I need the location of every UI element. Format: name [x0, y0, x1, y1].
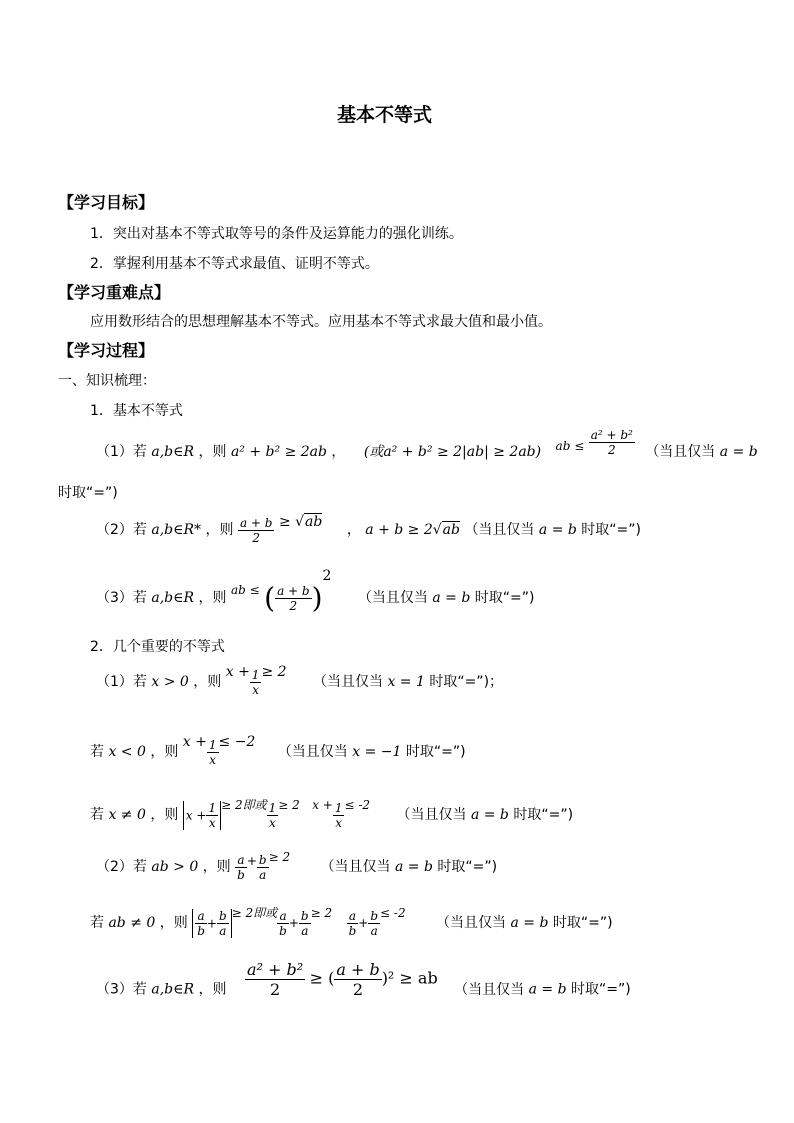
ineq-2-eq-prefix: （当且仅当	[277, 744, 348, 760]
ineq-5-frac4-num: b	[300, 908, 309, 923]
ineq-4-frac1-num: a	[235, 853, 247, 868]
ineq-6-frac1-num: a² + b²	[246, 960, 304, 979]
ineq-5-frac-ba	[217, 909, 229, 938]
part-heading-knowledge: 一、知识梳理：	[58, 373, 156, 389]
ineq-4-eq-end: 时取“=”)	[437, 859, 498, 875]
ineq-6-condition: a,b∈R	[151, 981, 195, 998]
rule-3-fraction	[275, 584, 312, 613]
rule-1-comma: ，	[331, 444, 346, 460]
ineq-4-eq-cond: a = b	[395, 859, 433, 875]
ineq-1-x-plus: x +	[225, 664, 250, 680]
ineq-3-fracc-den: x	[335, 815, 343, 830]
ineq-1-line	[96, 664, 503, 697]
ineq-5-frac6-den: a	[370, 923, 378, 938]
ineq-3-eq-cond: a = b	[470, 807, 509, 823]
subheading-important-inequalities: 2．几个重要的不等式	[90, 639, 225, 655]
rule-1-frac-num: a² + b²	[590, 428, 633, 442]
ineq-4-plus: +	[246, 854, 257, 868]
ineq-3-eq-end: 时取“=”)	[513, 807, 574, 823]
ineq-2-rel: ≤ −2	[218, 734, 256, 750]
ineq-4-then: ，则	[202, 859, 231, 875]
rule-1-expr: a² + b² ≥ 2ab	[230, 444, 327, 460]
ineq-5-frac4-den: a	[301, 923, 309, 938]
ineq-5-frac-ba-2	[299, 909, 311, 938]
ineq-5-frac6-num: b	[370, 908, 379, 923]
rule-3-eq-cond: a = b	[432, 590, 471, 606]
rule-3-exp: 2	[322, 568, 332, 584]
ineq-1-frac-den: x	[252, 682, 259, 697]
rule-3-rparen: )	[311, 581, 323, 615]
ineq-6-ge: ≥ (	[309, 968, 335, 988]
ineq-6-prefix: （3）若	[96, 981, 147, 998]
ineq-2-fraction	[207, 738, 219, 767]
ineq-2-condition: x < 0	[108, 744, 146, 760]
rule-2-then: ，则	[205, 522, 234, 538]
page-title: 基本不等式	[337, 104, 433, 126]
rule-1-eq-cond: a = b	[719, 444, 758, 460]
rule-3-then: ，则	[198, 590, 227, 606]
rule-2-fraction	[238, 516, 275, 545]
ineq-1-then: ，则	[193, 674, 222, 690]
ineq-3-eq-prefix: （当且仅当	[396, 807, 467, 823]
rule-3-ab-le: ab ≤	[230, 583, 260, 597]
ineq-3-condition: x ≠ 0	[108, 807, 146, 823]
rule-2-line	[96, 514, 641, 545]
ineq-2-then: ，则	[150, 744, 179, 760]
ineq-5-plus-2: +	[288, 916, 299, 930]
rule-1-condition: a,b∈R	[151, 444, 195, 460]
ineq-2-eq-cond: x = −1	[352, 744, 402, 760]
ineq-3-fracc-num: 1	[334, 800, 343, 815]
rule-2-sqrt2-ab: ab	[442, 522, 460, 538]
rule-2-frac-den: 2	[252, 530, 261, 545]
ineq-1-frac-num: 1	[251, 667, 260, 682]
rule-1-ab-le: ab ≤	[555, 439, 585, 453]
ineq-1-eq-cond: x = 1	[387, 674, 425, 690]
ineq-1-condition: x > 0	[151, 674, 189, 690]
rule-3-condition: a,b∈R	[151, 590, 195, 606]
ineq-5-frac3-num: a	[277, 909, 289, 924]
ineq-4-frac2-den: a	[259, 867, 267, 882]
rule-1-then: ，则	[198, 444, 227, 460]
ineq-5-plus-3: +	[358, 916, 369, 930]
ineq-4-frac2-num: b	[258, 852, 267, 867]
ineq-3-prefix: 若	[90, 807, 104, 823]
ineq-3-rel1: ≥ 2	[278, 798, 300, 812]
rule-2-ge: ≥	[278, 514, 291, 530]
ineq-1-prefix: （1）若	[96, 674, 147, 690]
ineq-2-frac-den: x	[209, 752, 217, 767]
ineq-5-line	[90, 904, 613, 938]
rule-2-eq-prefix: （当且仅当	[464, 522, 535, 538]
ineq-3-rel2: ≤ -2	[344, 798, 371, 812]
ineq-2-prefix: 若	[90, 744, 104, 760]
ineq-5-ge2-or: ≥ 2即或	[231, 906, 278, 920]
rule-1-prefix: （1）若	[96, 444, 147, 460]
ineq-5-frac1-num: a	[195, 909, 207, 924]
rule-2-frac-num: a + b	[239, 515, 273, 530]
ineq-4-frac-ba	[257, 853, 269, 882]
ineq-2-line	[90, 734, 466, 767]
keypoints-text: 应用数形结合的思想理解基本不等式。应用基本不等式求最大值和最小值。	[90, 314, 552, 330]
ineq-5-frac-ab-2	[277, 909, 289, 938]
ineq-1-fraction	[250, 668, 262, 697]
ineq-2-eq-end: 时取“=”)	[405, 744, 466, 760]
ineq-5-then: ，则	[159, 915, 188, 931]
ineq-3-fraction-b	[267, 801, 279, 830]
ineq-5-rel2: ≤ -2	[380, 906, 406, 920]
ineq-6-tail: )² ≥ ab	[381, 968, 438, 988]
ineq-3-fracb-den: x	[269, 815, 276, 830]
ineq-4-line	[96, 850, 497, 882]
ineq-5-frac-ab-3	[347, 909, 359, 938]
ineq-3-line	[90, 796, 573, 830]
rule-3-lparen: (	[264, 581, 276, 615]
ineq-5-eq-prefix: （当且仅当	[436, 915, 507, 931]
rule-2-comma: ，	[346, 522, 361, 538]
goal-item-2: 2．掌握利用基本不等式求最值、证明不等式。	[90, 256, 379, 272]
rule-2-eq-cond: a = b	[538, 522, 577, 538]
ineq-5-frac2-num: b	[218, 908, 227, 923]
ineq-3-frac-num: 1	[208, 800, 217, 815]
ineq-6-frac1	[245, 960, 305, 999]
rule-1-alt: (或a² + b² ≥ 2|ab| ≥ 2ab)	[363, 444, 542, 460]
rule-3-eq-prefix: （当且仅当	[357, 590, 428, 606]
rule-3-frac-den: 2	[289, 598, 298, 613]
ineq-6-frac2-num: a + b	[336, 960, 380, 979]
ineq-4-frac-ab	[235, 853, 247, 882]
ineq-5-eq-end: 时取“=”)	[552, 915, 613, 931]
ineq-3-ge2-or: ≥ 2即或	[221, 798, 267, 812]
ineq-5-frac-ab	[195, 909, 207, 938]
rule-2-sqrt-icon: √ab	[295, 514, 323, 530]
ineq-1-eq-end: 时取“=”)；	[429, 674, 504, 690]
rule-1-eq-prefix: （当且仅当	[645, 444, 716, 460]
ineq-1-eq-prefix: （当且仅当	[312, 674, 383, 690]
ineq-6-frac2-den: 2	[352, 980, 364, 999]
ineq-6-frac2	[334, 960, 381, 999]
ineq-3-abs	[183, 801, 221, 830]
ineq-6-eq-end: 时取“=”)	[571, 981, 631, 998]
section-heading-process: 【学习过程】	[58, 341, 155, 360]
ineq-3-frac-den: x	[208, 815, 216, 830]
ineq-5-plus: +	[206, 916, 217, 930]
rule-2-sqrt-ab: ab	[305, 514, 323, 530]
rule-1-line	[96, 428, 758, 461]
ineq-5-condition: ab ≠ 0	[108, 915, 156, 931]
ineq-6-line	[96, 960, 631, 999]
ineq-5-eq-cond: a = b	[510, 915, 549, 931]
ineq-6-eq-prefix: （当且仅当	[454, 981, 525, 998]
rule-3-prefix: （3）若	[96, 590, 147, 606]
ineq-4-prefix: （2）若	[96, 859, 147, 875]
rule-3-line	[96, 568, 534, 615]
ineq-6-then: ，则	[198, 981, 227, 998]
ineq-3-x-plus: x +	[185, 808, 207, 822]
ineq-6-eq-cond: a = b	[528, 981, 567, 998]
ineq-3-x-plus-2: x +	[312, 798, 333, 812]
ineq-3-then: ，则	[150, 807, 179, 823]
ineq-5-frac5-den: b	[348, 923, 357, 938]
rule-1-fraction	[589, 428, 635, 457]
ineq-4-eq-prefix: （当且仅当	[320, 859, 391, 875]
rule-1-eq-end: 时取“=”)	[58, 485, 118, 501]
rule-2-eq-end: 时取“=”)	[581, 522, 641, 538]
ineq-3-fraction-c	[333, 801, 345, 830]
ineq-2-x-plus: x +	[182, 734, 207, 750]
ineq-4-condition: ab > 0	[151, 859, 199, 875]
ineq-4-frac1-den: b	[237, 867, 245, 882]
rule-2-expr: a + b ≥ 2	[365, 522, 433, 538]
ineq-5-prefix: 若	[90, 915, 104, 931]
ineq-2-frac-num: 1	[208, 737, 217, 752]
subheading-basic-inequality: 1．基本不等式	[90, 403, 183, 419]
rule-3-eq-end: 时取“=”)	[474, 590, 535, 606]
ineq-5-frac-ba-3	[368, 909, 380, 938]
ineq-5-frac1-den: b	[197, 923, 205, 938]
section-heading-keypoints: 【学习重难点】	[58, 283, 171, 302]
ineq-1-rel: ≥ 2	[261, 664, 287, 680]
rule-2-condition: a,b∈R*	[151, 522, 202, 538]
ineq-5-frac5-num: a	[347, 909, 359, 924]
goal-item-1: 1．突出对基本不等式取等号的条件及运算能力的强化训练。	[90, 226, 463, 242]
ineq-4-rel: ≥ 2	[268, 850, 291, 864]
ineq-3-fracb-num: 1	[268, 800, 277, 815]
rule-3-frac-num: a + b	[277, 583, 310, 598]
ineq-5-frac3-den: b	[279, 923, 287, 938]
ineq-5-frac2-den: a	[219, 923, 227, 938]
ineq-3-fraction	[206, 801, 218, 830]
ineq-6-frac1-den: 2	[269, 980, 281, 999]
rule-2-sqrt2-icon: √ab	[432, 522, 460, 538]
rule-2-prefix: （2）若	[96, 522, 147, 538]
rule-1-frac-den: 2	[607, 443, 616, 457]
section-heading-goals: 【学习目标】	[58, 193, 155, 212]
ineq-5-rel1: ≥ 2	[310, 906, 333, 920]
ineq-5-abs	[192, 909, 231, 938]
